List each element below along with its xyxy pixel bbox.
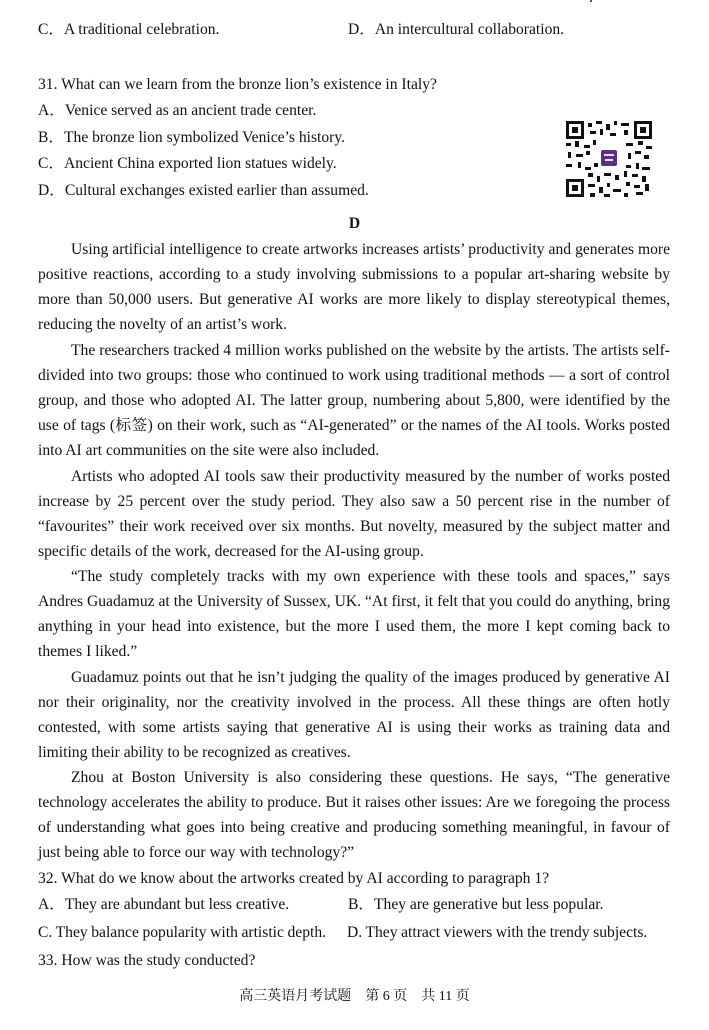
- page-footer: 高三英语月考试题 第 6 页 共 11 页: [239, 989, 470, 1004]
- q30-option-c: C．A traditional celebration.: [38, 21, 220, 38]
- q32-option-b: B．They are generative but less popular.: [348, 896, 604, 913]
- scan-speck: [590, 0, 592, 2]
- q31-option-c: C．Ancient China exported lion statues widely.: [38, 155, 337, 172]
- q32-stem: 32. What do we know about the artworks created by AI according to paragraph 1?: [38, 870, 550, 887]
- qr-code-icon: [566, 121, 652, 197]
- section-heading: D: [348, 215, 361, 232]
- paragraph-6: Zhou at Boston University is also considering these questions. He says, “The generative technology accelerates the ability to produce. But it raises other issues: Are we foregoing the process of understanding what goes into being creative and producing something meaningful, in favour of just being able to force our way with technology?”: [38, 769, 670, 862]
- q32-option-d: D. They attract viewers with the trendy subjects.: [347, 924, 648, 941]
- paragraph-1: Using artificial intelligence to create artworks increases artists’ productivity and generates more positive reactions, according to a study involving submissions to a popular art-sharing website by more than 50,000 users. But generative AI works are more likely to display stereotypical themes, reducing the novelty of an artist’s work.: [38, 241, 670, 334]
- q32-option-a: A．They are abundant but less creative.: [38, 896, 290, 913]
- q30-option-d: D．An intercultural collaboration.: [348, 21, 565, 38]
- q32-option-c: C. They balance popularity with artistic depth.: [38, 924, 327, 941]
- q31-option-a: A．Venice served as an ancient trade center.: [38, 102, 317, 119]
- paragraph-5: Guadamuz points out that he isn’t judging the quality of the images produced by generative AI nor their originality, nor the creativity involved in the process. All these things are often hotly contested, with some artists saying that generative AI is using their works as training data and limiting their ability to be recognized as creatives.: [38, 669, 670, 762]
- q31-option-b: B．The bronze lion symbolized Venice’s history.: [38, 129, 346, 146]
- paragraph-3: Artists who adopted AI tools saw their productivity measured by the number of works posted increase by 25 percent over the study period. They also saw a 50 percent rise in the number of “favourites” their work received over six months. But novelty, measured by the subject matter and specific details of the work, decreased for the AI-using group.: [38, 468, 670, 561]
- paragraph-2: The researchers tracked 4 million works published on the website by the artists. The artists self-divided into two groups: those who continued to work using traditional methods — a sort of control group, and those who adopted AI. The latter group, numbering about 5,800, were identified by the use of tags (标签) on their work, such as “AI-generated” or the names of the AI tools. Works posted into AI art communities on the site were also included.: [38, 342, 670, 460]
- q33-stem: 33. How was the study conducted?: [38, 952, 256, 969]
- paragraph-4: “The study completely tracks with my own experience with these tools and spaces,” says Andres Guadamuz at the University of Sussex, UK. “At first, it felt that you could do anything, bring anything in your head into existence, but the more I used them, the more I kept coming back to themes I liked.”: [38, 568, 670, 661]
- q31-option-d: D．Cultural exchanges existed earlier than assumed.: [38, 182, 369, 199]
- q31-stem: 31. What can we learn from the bronze lion’s existence in Italy?: [38, 76, 437, 93]
